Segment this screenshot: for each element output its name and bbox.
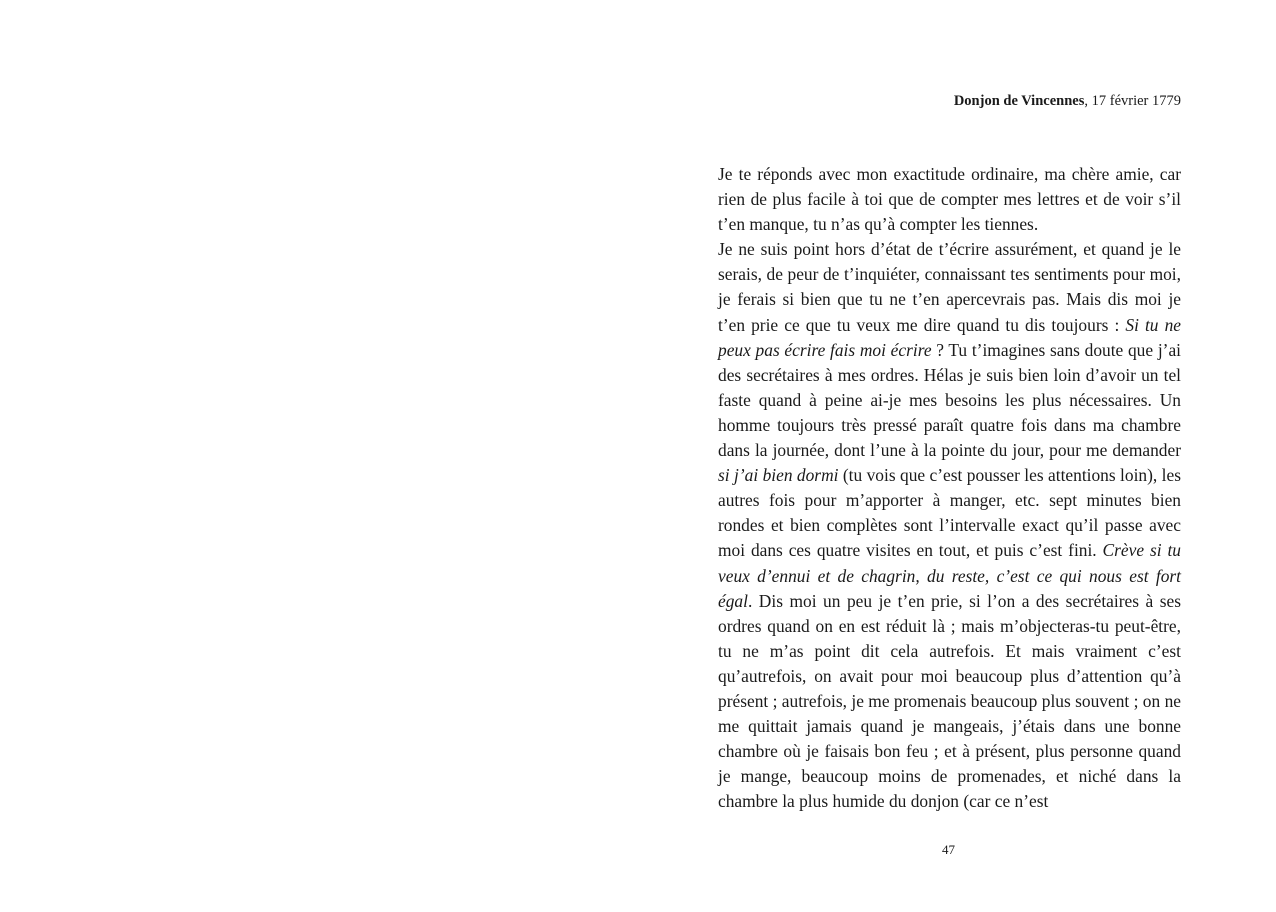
p2-italic-quote-2: si j’ai bien dormi — [718, 465, 839, 486]
p2-text-c: ? Tu t’imagines sans doute que j’ai des secrétaires à mes ordres. Hélas je suis bien loin d’avoir un tel faste quand à peine ai-je mes besoins les plus nécessaires. Un homme toujours très pressé paraît quatre fois dans ma chambre dans la journée, dont l’une à la pointe du jour, pour me demander — [718, 339, 1181, 461]
p2-italic-quote-3: Crève si tu veux d’ennui et de chagrin, du reste, c’est ce qui nous est fort égal — [718, 540, 1181, 611]
letter-body — [718, 162, 1181, 814]
p2-text-g: . Dis moi un peu je t’en prie, si l’on a des secrétaires à ses ordres quand on en est réduit là ; mais m’objecteras-tu peut-être, tu ne m’as point dit cela autrefois. Et mais vraiment c’est qu’autrefois, on avait pour moi beaucoup plus d’attention qu’à présent ; autrefois, je me promenais beaucoup plus souvent ; on ne me quittait jamais quand je mangeais, j’étais dans une bonne chambre où je faisais bon feu ; et à présent, plus personne quand je mange, beaucoup moins de promenades, et niché dans la chambre la plus humide du donjon (car ce n’est — [718, 590, 1181, 812]
dateline-place: Donjon de Vincennes — [953, 93, 1085, 109]
p2-text-a: Je ne suis point hors d’état de t’écrire assurément, et quand je le serais, de peur de t’inquiéter, connaissant tes sentiments pour moi, je ferais si bien que tu ne t’en apercevrais pas. Mais dis moi je t’en prie ce que tu veux me dire quand tu dis toujours : — [718, 239, 1181, 335]
letter-paragraph-2 — [718, 237, 1181, 814]
p2-text-e: (tu vois que c’est pousser les attentions loin), les autres fois pour m’apporter à manger, etc. sept minutes bien rondes et bien complètes sont l’intervalle exact qu’il passe avec moi dans ces quatre visites en tout, et puis c’est fini. — [718, 465, 1181, 561]
p2-italic-quote-1: Si tu ne peux pas écrire fais moi écrire — [718, 314, 1181, 360]
dateline-date: 17 février 1779 — [1091, 93, 1181, 109]
letter-dateline — [954, 92, 1181, 110]
right-page — [638, 0, 1276, 912]
letter-paragraph-1: Je te réponds avec mon exactitude ordinaire, ma chère amie, car rien de plus facile à toi que de compter mes lettres et de voir s’il t’en manque, tu n’as qu’à compter les tiennes. — [718, 164, 1181, 235]
page-number: 47 — [942, 842, 955, 857]
dateline-separator: , — [1084, 93, 1092, 109]
